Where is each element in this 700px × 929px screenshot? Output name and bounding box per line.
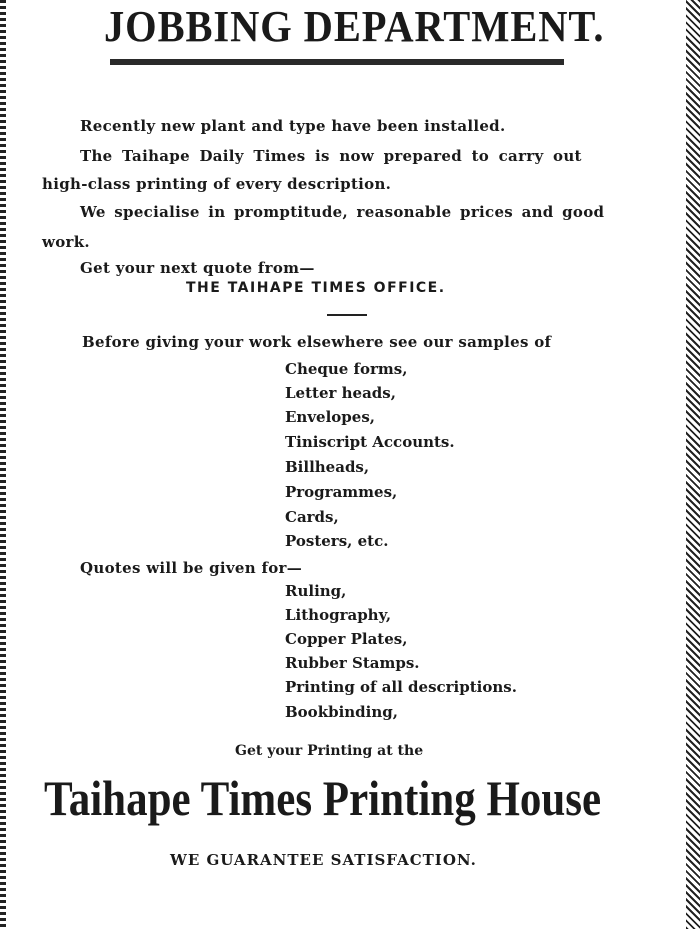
printing-line: Get your Printing at the: [235, 743, 424, 759]
intro-line-2b: high-class printing of every description.: [42, 175, 392, 193]
quote-item: Copper Plates,: [285, 630, 408, 648]
sample-item: Tiniscript Accounts.: [285, 433, 455, 451]
headline-rule: [110, 59, 564, 65]
intro-line-1: Recently new plant and type have been installed.: [80, 117, 506, 135]
samples-lead: Before giving your work elsewhere see our samples of: [82, 333, 552, 351]
sample-item: Billheads,: [285, 458, 370, 476]
sample-item: Letter heads,: [285, 384, 396, 402]
sample-item: Cheque forms,: [285, 360, 408, 378]
sample-item: Programmes,: [285, 483, 398, 501]
intro-line-4: Get your next quote from—: [80, 259, 315, 277]
sample-item: Envelopes,: [285, 408, 375, 426]
sample-item: Posters, etc.: [285, 532, 389, 550]
intro-line-3b: work.: [42, 233, 90, 251]
left-border-ornament: [0, 0, 6, 929]
office-name: THE TAIHAPE TIMES OFFICE.: [186, 280, 446, 296]
sample-item: Cards,: [285, 508, 339, 526]
intro-line-2a: The Taihape Daily Times is now prepared to carry out: [80, 147, 582, 165]
intro-line-3a: We specialise in promptitude, reasonable prices and good: [80, 203, 605, 221]
section-divider: [327, 314, 367, 316]
quote-item: Printing of all descriptions.: [285, 678, 517, 696]
quote-item: Rubber Stamps.: [285, 654, 420, 672]
guarantee-line: WE GUARANTEE SATISFACTION.: [170, 851, 477, 869]
quote-item: Lithography,: [285, 606, 392, 624]
quote-item: Ruling,: [285, 582, 347, 600]
headline: JOBBING DEPARTMENT.: [104, 2, 605, 51]
quote-item: Bookbinding,: [285, 703, 398, 721]
right-border-ornament: [686, 0, 700, 929]
printing-house-name: Taihape Times Printing House: [44, 770, 602, 826]
quotes-lead: Quotes will be given for—: [80, 559, 303, 577]
